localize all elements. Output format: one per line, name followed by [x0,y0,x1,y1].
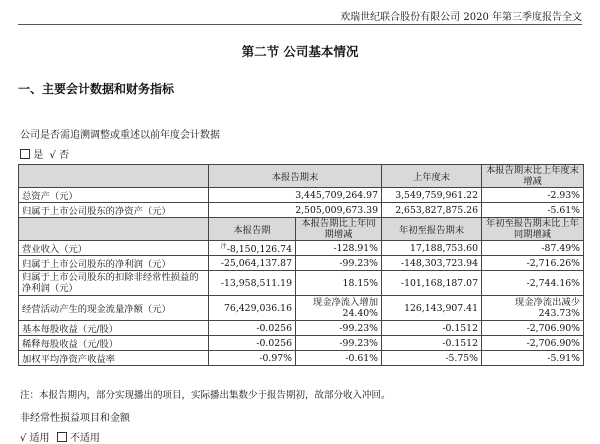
table-header-cell: 年初至报告期末比上年同期增减 [482,218,584,241]
table-header-cell [19,218,209,241]
table-cell: 126,143,907.41 [382,296,482,321]
intro-text: 公司是否需追溯调整或重述以前年度会计数据 [20,130,220,141]
applicable-label: 适用 [29,433,50,444]
row-label: 归属于上市公司股东的净资产（元） [19,203,209,218]
table-header-cell: 上年度末 [382,165,482,188]
row-label: 稀释每股收益（元/股） [19,336,209,351]
table-cell-value: -8,150,126.74 [226,244,292,255]
check-icon: √ [20,433,27,444]
header-rule [18,24,582,25]
not-applicable-label: 不适用 [69,433,100,444]
table-cell: -101,168,187.07 [382,271,482,296]
table-cell: -128.91% [296,241,382,256]
row-label: 营业收入（元） [19,241,209,256]
table-header-cell: 本报告期末 [209,165,382,188]
table-header-cell [19,165,209,188]
table-cell: 现金净流出减少 243.73% [482,296,584,321]
financial-table [18,164,584,366]
table-cell: -87.49% [482,241,584,256]
table-cell: -0.1512 [382,321,482,336]
table-cell: -148,303,723.94 [382,256,482,271]
checkbox-empty-icon [57,432,67,442]
row-label: 总资产（元） [19,188,209,203]
choice-yes-label: 是 [33,150,44,161]
table-cell: -0.0256 [209,336,296,351]
table-cell: -2,716.26% [482,256,584,271]
nonrecurring-title: 非经常性损益项目和金额 [20,413,130,424]
table-cell: -0.1512 [382,336,482,351]
table-cell: 2,653,827,875.26 [382,203,482,218]
main-heading: 一、主要会计数据和财务指标 [18,82,175,96]
table-cell: -2,706.90% [482,321,584,336]
table-cell: 17,188,753.60 [382,241,482,256]
table-header-cell: 本报告期比上年同期增减 [296,218,382,241]
row-label: 加权平均净资产收益率 [19,351,209,366]
table-header-cell: 年初至报告期末 [382,218,482,241]
section-title: 第二节 公司基本情况 [241,44,359,59]
table2-header-row [19,218,584,241]
checkbox-empty-icon [20,149,30,159]
table-cell: -2.93% [482,188,584,203]
check-icon: √ [49,150,56,161]
table-header-cell: 本报告期 [209,218,296,241]
choice-no-label: 否 [59,150,70,161]
table-row [19,296,584,321]
table-cell: -0.61% [296,351,382,366]
table-footnote: 注：本报告期内，部分实现播出的项目，实际播出集数少于报告期初，故部分收入冲回。 [20,390,391,401]
table-cell: 2,505,009,673.39 [209,203,382,218]
table1-header-row [19,165,584,188]
restatement-choice [20,146,69,161]
table-cell: 76,429,036.16 [209,296,296,321]
table-cell: -5.91% [482,351,584,366]
table-row [19,351,584,366]
table-cell: 现金净流入增加 24.40% [296,296,382,321]
table-row [19,241,584,256]
table-cell: -5.61% [482,203,584,218]
row-label: 基本每股收益（元/股） [19,321,209,336]
table-row [19,203,584,218]
table-header-cell: 本报告期末比上年度末增减 [482,165,584,188]
row-label: 归属于上市公司股东的净利润（元） [19,256,209,271]
table-row [19,271,584,296]
table-cell: -99.23% [296,256,382,271]
document-header: 欢瑞世纪联合股份有限公司 2020 年第三季度报告全文 [340,12,582,23]
table-row [19,336,584,351]
table-cell: -0.97% [209,351,296,366]
table-row [19,188,584,203]
table-cell: -2,706.90% [482,336,584,351]
table-cell: 3,549,759,961.22 [382,188,482,203]
table-cell: -0.0256 [209,321,296,336]
table-row [19,321,584,336]
table-cell: -5.75% [382,351,482,366]
table-cell: -99.23% [296,321,382,336]
table-cell: -2,744.16% [482,271,584,296]
table-cell: 3,445,709,264.97 [209,188,382,203]
applicable-choice [20,429,100,444]
row-label: 归属于上市公司股东的扣除非经常性损益的净利润（元） [19,271,209,296]
table-cell: 18.15% [296,271,382,296]
table-row [19,256,584,271]
row-label: 经营活动产生的现金流量净额（元） [19,296,209,321]
footnote-mark: 注 [220,243,227,250]
table-cell: -25,064,137.87 [209,256,296,271]
table-cell: -99.23% [296,336,382,351]
table-cell [209,241,296,256]
table-cell: -13,958,511.19 [209,271,296,296]
